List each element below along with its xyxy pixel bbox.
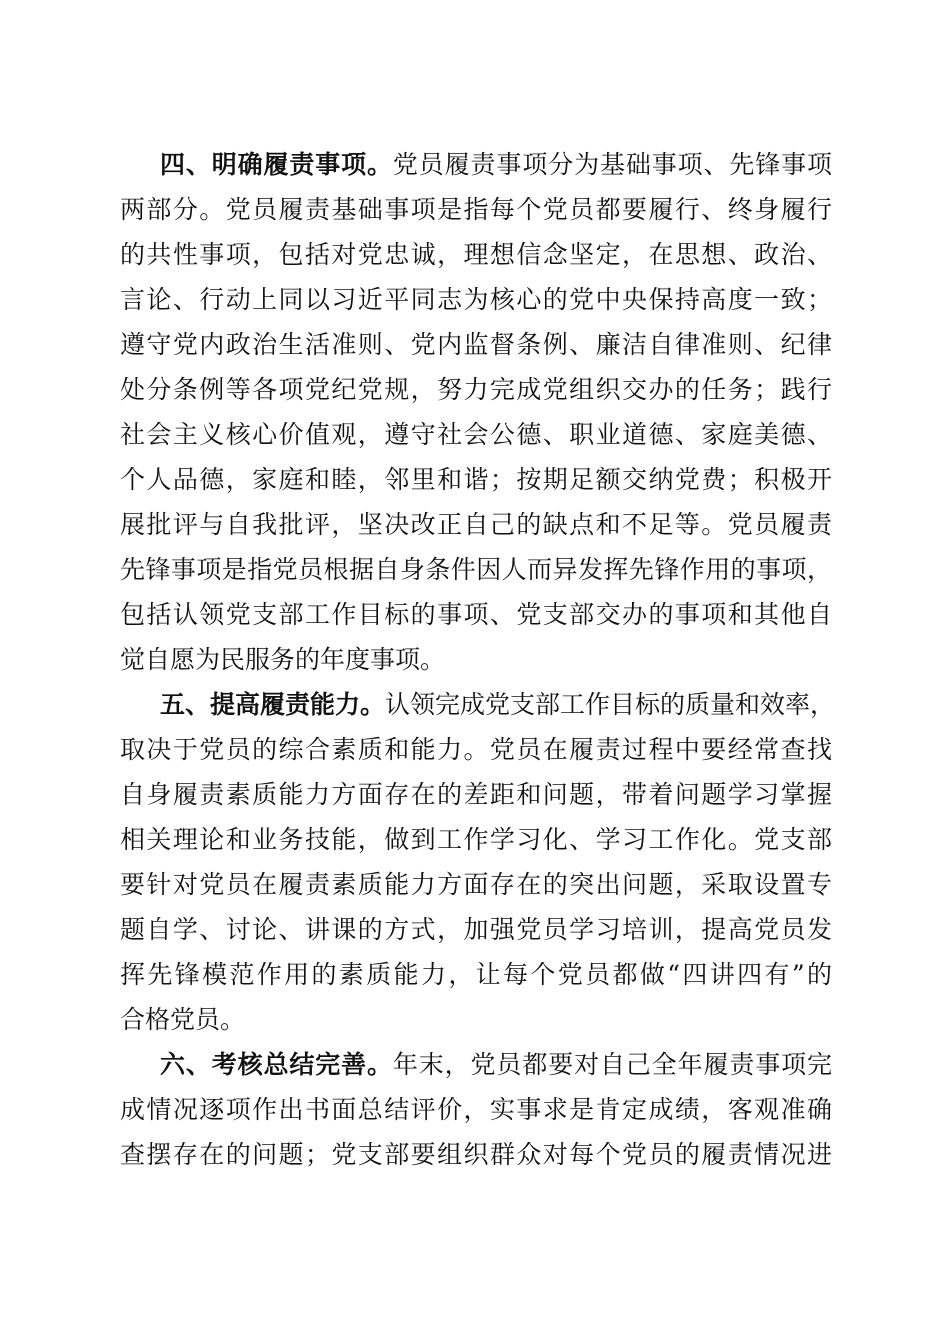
- paragraph-line: 处分条例等各项党纪党规，努力完成党组织交办的任务；践行: [120, 375, 832, 404]
- paragraph-line: 成情况逐项作出书面总结评价，实事求是肯定成绩，客观准确: [120, 1095, 832, 1124]
- paragraph-text: 认领完成党支部工作目标的质量和效率，: [385, 690, 836, 719]
- paragraph-line: 包括认领党支部工作目标的事项、党支部交办的事项和其他自: [120, 600, 832, 629]
- section-heading: 六、考核总结完善。: [160, 1050, 393, 1079]
- paragraph-text: 党员履责事项分为基础事项、先锋事项: [392, 150, 832, 179]
- paragraph-line: 觉自愿为民服务的年度事项。: [120, 645, 446, 674]
- paragraph-line: [160, 1045, 832, 1085]
- paragraph-line: 合格党员。: [120, 1005, 246, 1034]
- paragraph-line: 要针对党员在履责素质能力方面存在的突出问题，采取设置专: [120, 870, 832, 899]
- paragraph-line: 的共性事项，包括对党忠诚，理想信念坚定，在思想、政治、: [120, 240, 832, 269]
- paragraph-text: 年末，党员都要对自己全年履责事项完: [392, 1050, 832, 1079]
- paragraph-line: 取决于党员的综合素质和能力。党员在履责过程中要经常查找: [120, 735, 832, 764]
- paragraph-line: 查摆存在的问题；党支部要组织群众对每个党员的履责情况进: [120, 1140, 832, 1169]
- paragraph-line: 自身履责素质能力方面存在的差距和问题，带着问题学习掌握: [120, 780, 832, 809]
- paragraph-line: 社会主义核心价值观，遵守社会公德、职业道德、家庭美德、: [120, 420, 832, 449]
- paragraph-line: 展批评与自我批评，坚决改正自己的缺点和不足等。党员履责: [120, 510, 832, 539]
- paragraph-line: 题自学、讨论、讲课的方式，加强党员学习培训，提高党员发: [120, 915, 832, 944]
- paragraph-line: [160, 145, 832, 185]
- paragraph-line: 遵守党内政治生活准则、党内监督条例、廉洁自律准则、纪律: [120, 330, 832, 359]
- paragraph-line: 两部分。党员履责基础事项是指每个党员都要履行、终身履行: [120, 195, 832, 224]
- paragraph-line: [160, 685, 836, 725]
- paragraph-line: 相关理论和业务技能，做到工作学习化、学习工作化。党支部: [120, 825, 832, 854]
- paragraph-line: 个人品德，家庭和睦，邻里和谐；按期足额交纳党费；积极开: [120, 465, 832, 494]
- section-heading: 四、明确履责事项。: [160, 150, 393, 179]
- paragraph-line: 挥先锋模范作用的素质能力，让每个党员都做“四讲四有”的: [120, 960, 832, 989]
- section-heading: 五、提高履责能力。: [160, 690, 386, 719]
- paragraph-line: 先锋事项是指党员根据自身条件因人而异发挥先锋作用的事项，: [120, 555, 832, 584]
- document-page: [120, 0, 836, 1344]
- paragraph-line: 言论、行动上同以习近平同志为核心的党中央保持高度一致；: [120, 285, 832, 314]
